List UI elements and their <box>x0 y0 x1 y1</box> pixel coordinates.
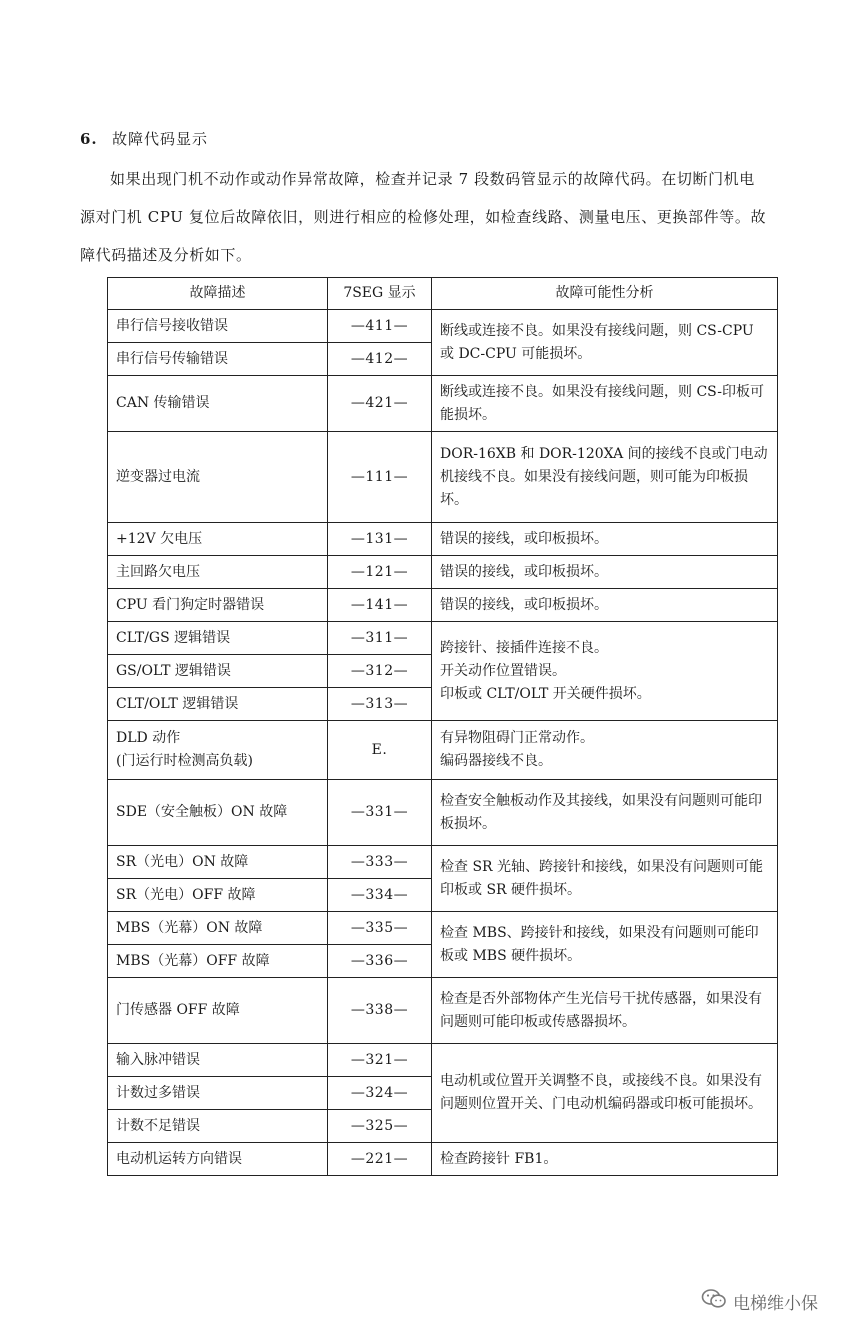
table-row <box>108 721 778 780</box>
wechat-icon <box>701 1288 733 1315</box>
table-row <box>108 589 778 622</box>
fault-analysis: 错误的接线，或印板损坏。 <box>432 589 778 622</box>
fault-analysis: 检查 SR 光轴、跨接针和接线，如果没有问题则可能印板或 SR 硬件损坏。 <box>432 846 778 912</box>
fault-code: —141— <box>328 589 432 622</box>
header-7seg-display: 7SEG 显示 <box>328 278 432 310</box>
fault-analysis: 检查跨接针 FB1。 <box>432 1143 778 1176</box>
fault-code: —321— <box>328 1044 432 1077</box>
fault-code: —131— <box>328 523 432 556</box>
table-row <box>108 978 778 1044</box>
fault-description: CAN 传输错误 <box>108 376 328 432</box>
fault-description: SDE（安全触板）ON 故障 <box>108 780 328 846</box>
fault-code: —312— <box>328 655 432 688</box>
fault-analysis: DOR-16XB 和 DOR-120XA 间的接线不良或门电动机接线不良。如果没有接线问题，则可能为印板损坏。 <box>432 432 778 523</box>
fault-code: —334— <box>328 879 432 912</box>
section-number: 6. <box>80 130 98 148</box>
fault-description: GS/OLT 逻辑错误 <box>108 655 328 688</box>
fault-analysis: 检查安全触板动作及其接线，如果没有问题则可能印板损坏。 <box>432 780 778 846</box>
fault-description: DLD 动作 (门运行时检测高负载) <box>108 721 328 780</box>
fault-description: 输入脉冲错误 <box>108 1044 328 1077</box>
table-row <box>108 376 778 432</box>
table-row <box>108 846 778 879</box>
fault-description: CLT/OLT 逻辑错误 <box>108 688 328 721</box>
watermark-text: 电梯维小保 <box>733 1294 818 1314</box>
fault-code: —335— <box>328 912 432 945</box>
section-title: 故障代码显示 <box>112 130 209 148</box>
fault-description: 计数过多错误 <box>108 1077 328 1110</box>
table-row <box>108 1143 778 1176</box>
fault-description: CPU 看门狗定时器错误 <box>108 589 328 622</box>
fault-description: 逆变器过电流 <box>108 432 328 523</box>
fault-code: —331— <box>328 780 432 846</box>
fault-description: SR（光电）ON 故障 <box>108 846 328 879</box>
watermark <box>701 1288 818 1315</box>
fault-analysis: 错误的接线，或印板损坏。 <box>432 556 778 589</box>
fault-code: —325— <box>328 1110 432 1143</box>
table-row <box>108 1044 778 1077</box>
table-header-row <box>108 278 778 310</box>
fault-code: —311— <box>328 622 432 655</box>
fault-description: 计数不足错误 <box>108 1110 328 1143</box>
fault-description: 串行信号接收错误 <box>108 310 328 343</box>
section-heading <box>80 128 208 149</box>
fault-description: 电动机运转方向错误 <box>108 1143 328 1176</box>
fault-description: SR（光电）OFF 故障 <box>108 879 328 912</box>
fault-analysis: 断线或连接不良。如果没有接线问题，则 CS-印板可能损坏。 <box>432 376 778 432</box>
fault-description: CLT/GS 逻辑错误 <box>108 622 328 655</box>
fault-analysis: 检查是否外部物体产生光信号干扰传感器，如果没有问题则可能印板或传感器损坏。 <box>432 978 778 1044</box>
fault-analysis: 断线或连接不良。如果没有接线问题，则 CS-CPU 或 DC-CPU 可能损坏。 <box>432 310 778 376</box>
header-fault-analysis: 故障可能性分析 <box>432 278 778 310</box>
table-row <box>108 432 778 523</box>
fault-code: —421— <box>328 376 432 432</box>
fault-code: —412— <box>328 343 432 376</box>
header-fault-description: 故障描述 <box>108 278 328 310</box>
fault-code: —411— <box>328 310 432 343</box>
fault-description: +12V 欠电压 <box>108 523 328 556</box>
fault-code-table <box>107 277 778 1176</box>
fault-code: —121— <box>328 556 432 589</box>
fault-code: —111— <box>328 432 432 523</box>
fault-code: —324— <box>328 1077 432 1110</box>
fault-analysis: 检查 MBS、跨接针和接线，如果没有问题则可能印板或 MBS 硬件损坏。 <box>432 912 778 978</box>
fault-code: —333— <box>328 846 432 879</box>
table-row <box>108 780 778 846</box>
fault-code: —338— <box>328 978 432 1044</box>
fault-code: —336— <box>328 945 432 978</box>
table-row <box>108 912 778 945</box>
fault-analysis: 错误的接线，或印板损坏。 <box>432 523 778 556</box>
fault-description: MBS（光幕）OFF 故障 <box>108 945 328 978</box>
fault-code: —221— <box>328 1143 432 1176</box>
fault-description: 门传感器 OFF 故障 <box>108 978 328 1044</box>
table-row <box>108 523 778 556</box>
fault-analysis: 跨接针、接插件连接不良。 开关动作位置错误。 印板或 CLT/OLT 开关硬件损坏。 <box>432 622 778 721</box>
fault-description: 主回路欠电压 <box>108 556 328 589</box>
fault-code: —313— <box>328 688 432 721</box>
fault-analysis: 有异物阻碍门正常动作。 编码器接线不良。 <box>432 721 778 780</box>
fault-analysis: 电动机或位置开关调整不良，或接线不良。如果没有问题则位置开关、门电动机编码器或印板可能损坏。 <box>432 1044 778 1143</box>
fault-description: MBS（光幕）ON 故障 <box>108 912 328 945</box>
table-row <box>108 310 778 343</box>
intro-paragraph: 如果出现门机不动作或动作异常故障，检查并记录 7 段数码管显示的故障代码。在切断门机电源对门机 CPU 复位后故障依旧，则进行相应的检修处理，如检查线路、测量电压、更换部件等。故障代码描述及分析如下。 <box>80 170 767 264</box>
table-row <box>108 622 778 655</box>
fault-description: 串行信号传输错误 <box>108 343 328 376</box>
fault-code: E. <box>328 721 432 780</box>
table-row <box>108 556 778 589</box>
